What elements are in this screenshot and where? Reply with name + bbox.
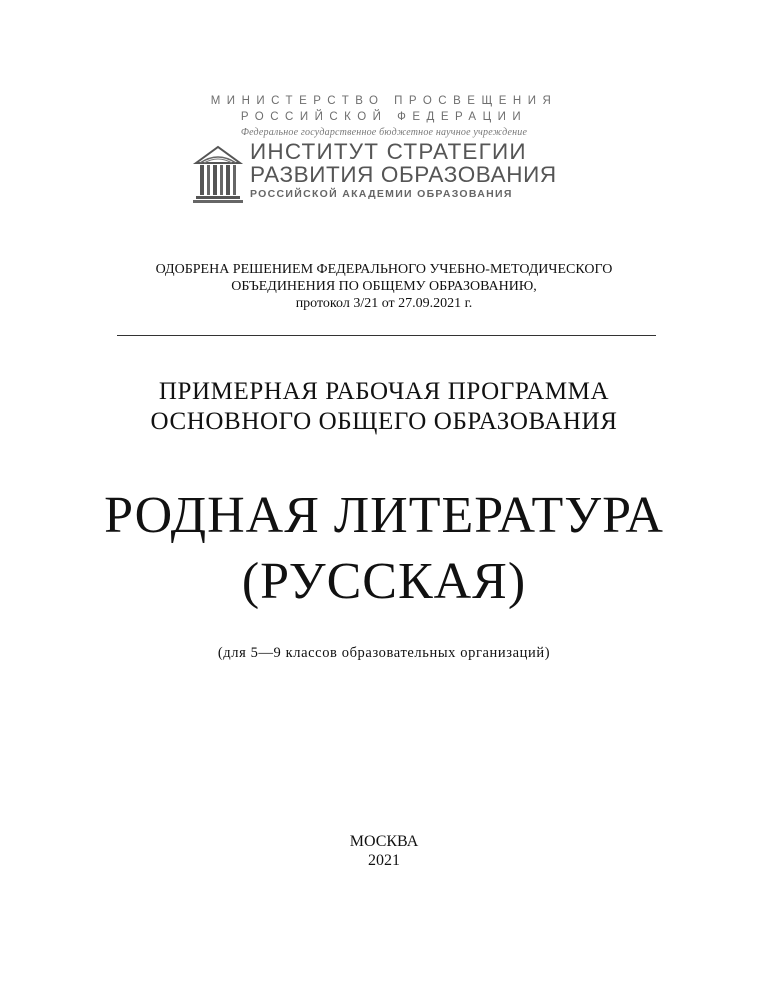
logo-title-line-1: ИНСТИТУТ СТРАТЕГИИ xyxy=(250,139,527,164)
grades-note: (для 5—9 классов образовательных организаций) xyxy=(217,645,551,661)
divider-line xyxy=(117,335,656,336)
program-title-line-1: ПРИМЕРНАЯ РАБОЧАЯ ПРОГРАММА xyxy=(158,378,610,405)
city: МОСКВА xyxy=(349,833,419,850)
subject-title-line-1: РОДНАЯ ЛИТЕРАТУРА xyxy=(104,487,664,544)
program-title-line-2: ОСНОВНОГО ОБЩЕГО ОБРАЗОВАНИЯ xyxy=(150,408,618,435)
approval-protocol: протокол 3/21 от 27.09.2021 г. xyxy=(295,296,473,311)
institute-logo xyxy=(192,141,582,207)
logo-subtitle: РОССИЙСКОЙ АКАДЕМИИ ОБРАЗОВАНИЯ xyxy=(250,188,513,200)
logo-title-line-2: РАЗВИТИЯ ОБРАЗОВАНИЯ xyxy=(250,162,557,187)
approval-line-1: ОДОБРЕНА РЕШЕНИЕМ ФЕДЕРАЛЬНОГО УЧЕБНО-МЕТОДИЧЕСКОГО xyxy=(155,262,613,277)
building-columns-icon xyxy=(192,141,244,205)
year: 2021 xyxy=(368,852,400,869)
approval-line-2: ОБЪЕДИНЕНИЯ ПО ОБЩЕМУ ОБРАЗОВАНИЮ, xyxy=(231,279,537,294)
ministry-name-line-2: РОССИЙСКОЙ ФЕДЕРАЦИИ xyxy=(240,111,528,123)
ministry-name-line-1: МИНИСТЕРСТВО ПРОСВЕЩЕНИЯ xyxy=(210,95,558,107)
federal-institution-caption: Федеральное государственное бюджетное научное учреждение xyxy=(240,127,528,138)
subject-title-line-2: (РУССКАЯ) xyxy=(241,553,527,610)
